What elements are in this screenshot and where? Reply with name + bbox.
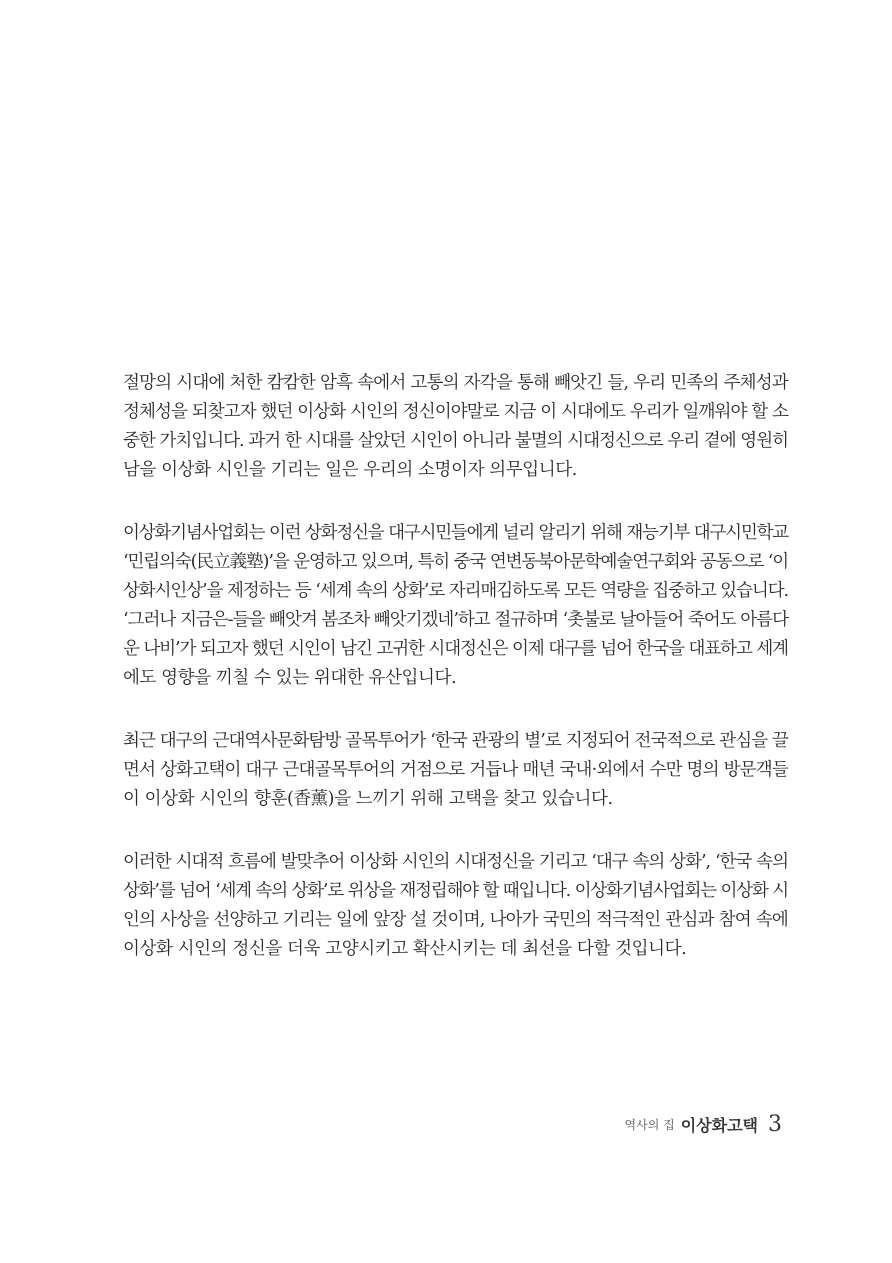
paragraph-2: [123, 519, 788, 693]
text-line: 운 나비’가 되고자 했던 시인이 남긴 고귀한 시대정신은 이제 대구를 넘어 한국을 대표하고 세계: [123, 639, 788, 659]
text-line: 인의 사상을 선양하고 기리는 일에 앞장 설 것이며, 나아가 국민의 적극적인 관심과 참여 속에: [123, 910, 788, 930]
body-text: [123, 369, 788, 998]
text-line: 정체성을 되찾고자 했던 이상화 시인의 정신이야말로 지금 이 시대에도 우리가 일깨워야 할 소: [123, 402, 788, 422]
text-line: 이러한 시대적 흐름에 발맞추어 이상화 시인의 시대정신을 기리고 ‘대구 속의 상화’, ‘한국 속의: [123, 852, 788, 872]
text-line: 에도 영향을 끼칠 수 있는 위대한 유산입니다.: [123, 668, 457, 688]
text-line: 상화’를 넘어 ‘세계 속의 상화’로 위상을 재정립해야 할 때입니다. 이상화기념사업회는 이상화 시: [123, 881, 788, 901]
text-line: 중한 가치입니다. 과거 한 시대를 살았던 시인이 아니라 불멸의 시대정신으로 우리 곁에 영원히: [123, 431, 788, 451]
page-number: 3: [768, 1112, 782, 1137]
footer-title: 이상화고택: [680, 1116, 758, 1135]
text-line: 이 이상화 시인의 향훈(香薰)을 느끼기 위해 고택을 찾고 있습니다.: [123, 789, 613, 809]
page-footer: [625, 1112, 782, 1137]
text-line: 절망의 시대에 처한 캄캄한 암흑 속에서 고통의 자각을 통해 빼앗긴 들, 우리 민족의 주체성과: [123, 373, 788, 393]
paragraph-4: [123, 848, 788, 964]
text-line: 이상화기념사업회는 이런 상화정신을 대구시민들에게 널리 알리기 위해 재능기부 대구시민학교: [123, 523, 788, 543]
text-line: 면서 상화고택이 대구 근대골목투어의 거점으로 거듭나 매년 국내·외에서 수만 명의 방문객들: [123, 760, 788, 780]
text-line: ‘그러나 지금은-들을 빼앗겨 봄조차 빼앗기겠네’하고 절규하며 ‘촛불로 날아들어 죽어도 아름다: [123, 610, 788, 630]
text-line: 남을 이상화 시인을 기리는 일은 우리의 소명이자 의무입니다.: [123, 460, 577, 480]
text-line: 상화시인상’을 제정하는 등 ‘세계 속의 상화’로 자리매김하도록 모든 역량을 집중하고 있습니다.: [123, 581, 788, 601]
paragraph-1: [123, 369, 788, 485]
text-line: 최근 대구의 근대역사문화탐방 골목투어가 ‘한국 관광의 별’로 지정되어 전국적으로 관심을 끌: [123, 731, 788, 751]
footer-section-label: 역사의 집: [624, 1118, 675, 1132]
text-line: ‘민립의숙(民立義塾)’을 운영하고 있으며, 특히 중국 연변동북아문학예술연구회와 공동으로 ‘이: [123, 552, 788, 572]
text-line: 이상화 시인의 정신을 더욱 고양시키고 확산시키는 데 최선을 다할 것입니다.: [123, 939, 687, 959]
paragraph-3: [123, 727, 788, 814]
